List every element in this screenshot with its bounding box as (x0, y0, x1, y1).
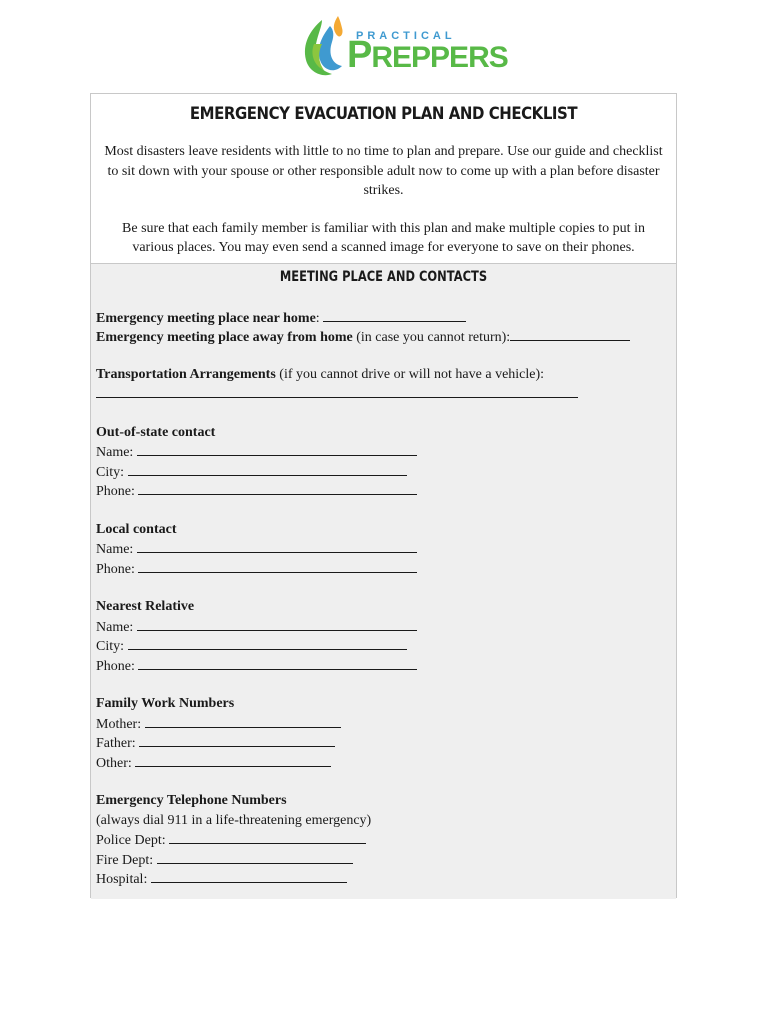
local-heading-row (96, 520, 676, 540)
emergency-heading: Emergency Telephone Numbers (96, 793, 287, 808)
relative-heading-row (96, 597, 676, 617)
intro-paragraph-2: Be sure that each family member is familiar with this plan and make multiple copies to put in various places. You may even send a scanned image for everyone to save on their phones. (122, 220, 645, 255)
meeting-near-home-label: Emergency meeting place near home (96, 310, 316, 326)
transport-label: Transportation Arrangements (96, 366, 276, 382)
out-of-state-phone-field[interactable] (138, 481, 417, 495)
page-title: EMERGENCY EVACUATION PLAN AND CHECKLIST (189, 104, 578, 124)
checklist-document (90, 93, 677, 898)
relative-city-label: City: (96, 639, 128, 654)
work-heading: Family Work Numbers (96, 696, 235, 711)
fire-field[interactable] (157, 850, 353, 864)
work-mother-label: Mother: (96, 716, 145, 732)
emergency-heading-row (96, 791, 676, 811)
relative-phone-label: Phone: (96, 658, 139, 674)
police-label: Police Dept: (96, 833, 170, 848)
out-of-state-heading-row (96, 423, 676, 443)
local-phone-row (96, 559, 676, 579)
practical-preppers-logo (300, 14, 508, 80)
out-of-state-heading: Out-of-state contact (96, 424, 216, 440)
fire-label: Fire Dept: (96, 852, 157, 868)
meeting-near-home-field[interactable] (323, 308, 466, 322)
relative-phone-field[interactable] (138, 656, 417, 670)
work-mother-row (96, 714, 676, 734)
relative-heading: Nearest Relative (96, 599, 195, 614)
transport-note: (if you cannot drive or will not have a vehicle): (275, 366, 545, 382)
local-name-label: Name: (96, 542, 137, 557)
local-name-row (96, 539, 676, 559)
out-of-state-city-field[interactable] (128, 462, 407, 476)
police-field[interactable] (169, 830, 366, 844)
work-father-field[interactable] (139, 733, 335, 747)
flame-logo-icon (300, 14, 350, 80)
out-of-state-name-field[interactable] (137, 442, 417, 456)
police-row (96, 830, 676, 850)
work-other-row (96, 753, 676, 773)
meeting-place-section (91, 264, 676, 899)
meeting-away-row (96, 327, 676, 347)
relative-name-row (96, 617, 676, 637)
meeting-away-label: Emergency meeting place away from home (96, 330, 353, 345)
out-of-state-city-label: City: (96, 464, 128, 480)
work-father-row (96, 733, 676, 753)
hospital-field[interactable] (151, 869, 347, 883)
relative-city-field[interactable] (128, 636, 407, 650)
work-other-field[interactable] (135, 753, 331, 767)
local-phone-field[interactable] (138, 559, 417, 573)
fire-row (96, 850, 676, 870)
local-heading: Local contact (96, 521, 177, 537)
work-mother-field[interactable] (145, 714, 341, 728)
meeting-near-home-row (96, 308, 676, 328)
meeting-away-field[interactable] (510, 327, 630, 341)
out-of-state-phone-label: Phone: (96, 484, 139, 499)
out-of-state-name-row (96, 442, 676, 462)
local-name-field[interactable] (137, 539, 417, 553)
work-heading-row (96, 694, 676, 714)
intro-paragraph-1: Most disasters leave residents with little to no time to plan and prepare. Use our guide and checklist to sit down with your spouse or other responsible adult now to come up with a plan before disaster strikes. (104, 144, 663, 198)
transport-line-row (96, 384, 676, 404)
transport-row (96, 365, 676, 385)
transport-field[interactable] (96, 384, 578, 398)
out-of-state-city-row (96, 462, 676, 482)
out-of-state-name-label: Name: (96, 445, 137, 460)
local-phone-label: Phone: (96, 561, 139, 577)
section-title: MEETING PLACE AND CONTACTS (279, 269, 488, 285)
brand-name: PREPPERS (347, 34, 508, 76)
emergency-note: (always dial 911 in a life-threatening emergency) (96, 812, 372, 828)
brand-tagline: PRACTICAL (356, 30, 456, 42)
intro-panel (91, 94, 676, 264)
hospital-row (96, 869, 676, 889)
relative-phone-row (96, 656, 676, 676)
hospital-label: Hospital: (96, 872, 151, 887)
meeting-away-note: (in case you cannot return): (352, 330, 511, 345)
relative-name-label: Name: (96, 619, 137, 635)
relative-name-field[interactable] (137, 617, 417, 631)
work-other-label: Other: (96, 755, 136, 771)
out-of-state-phone-row (96, 481, 676, 501)
relative-city-row (96, 636, 676, 656)
meeting-near-home-colon: : (315, 310, 324, 326)
work-father-label: Father: (96, 736, 140, 751)
